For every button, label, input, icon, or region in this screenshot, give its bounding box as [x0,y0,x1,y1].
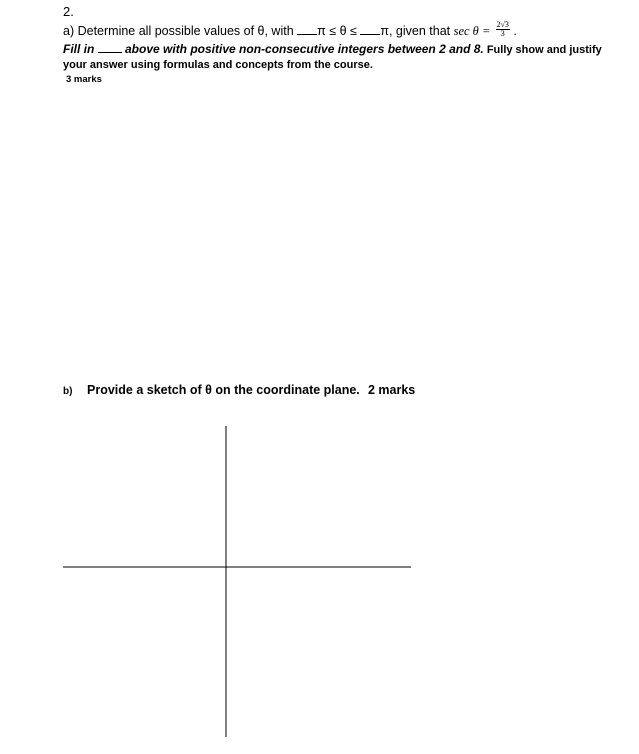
fraction-denominator: 3 [500,29,505,39]
fraction-numerator: 2√3 [496,20,509,30]
part-a-intro: a) Determine all possible values of θ, with [63,24,298,38]
sec-theta: sec θ [453,24,479,38]
part-b-question: Provide a sketch of θ on the coordinate plane. [87,383,360,397]
period: . [509,24,517,38]
fill-in-label: Fill in [63,42,98,56]
pi-given-that: π, given that [380,24,454,38]
question-number: 2. [63,4,74,19]
instruction-tail: Fully show and justify [483,44,602,56]
instruction-bold-italic: above with positive non-consecutive integers between 2 and 8. [121,42,484,56]
equals-sign: = [478,24,494,38]
pi-le-theta-le: π ≤ θ ≤ [317,24,361,38]
part-b-label: b) [63,386,73,397]
part-a-marks: 3 marks [66,74,102,85]
instruction-line-2: your answer using formulas and concepts from the course. [63,59,373,71]
part-b-marks: 2 marks [368,383,416,397]
